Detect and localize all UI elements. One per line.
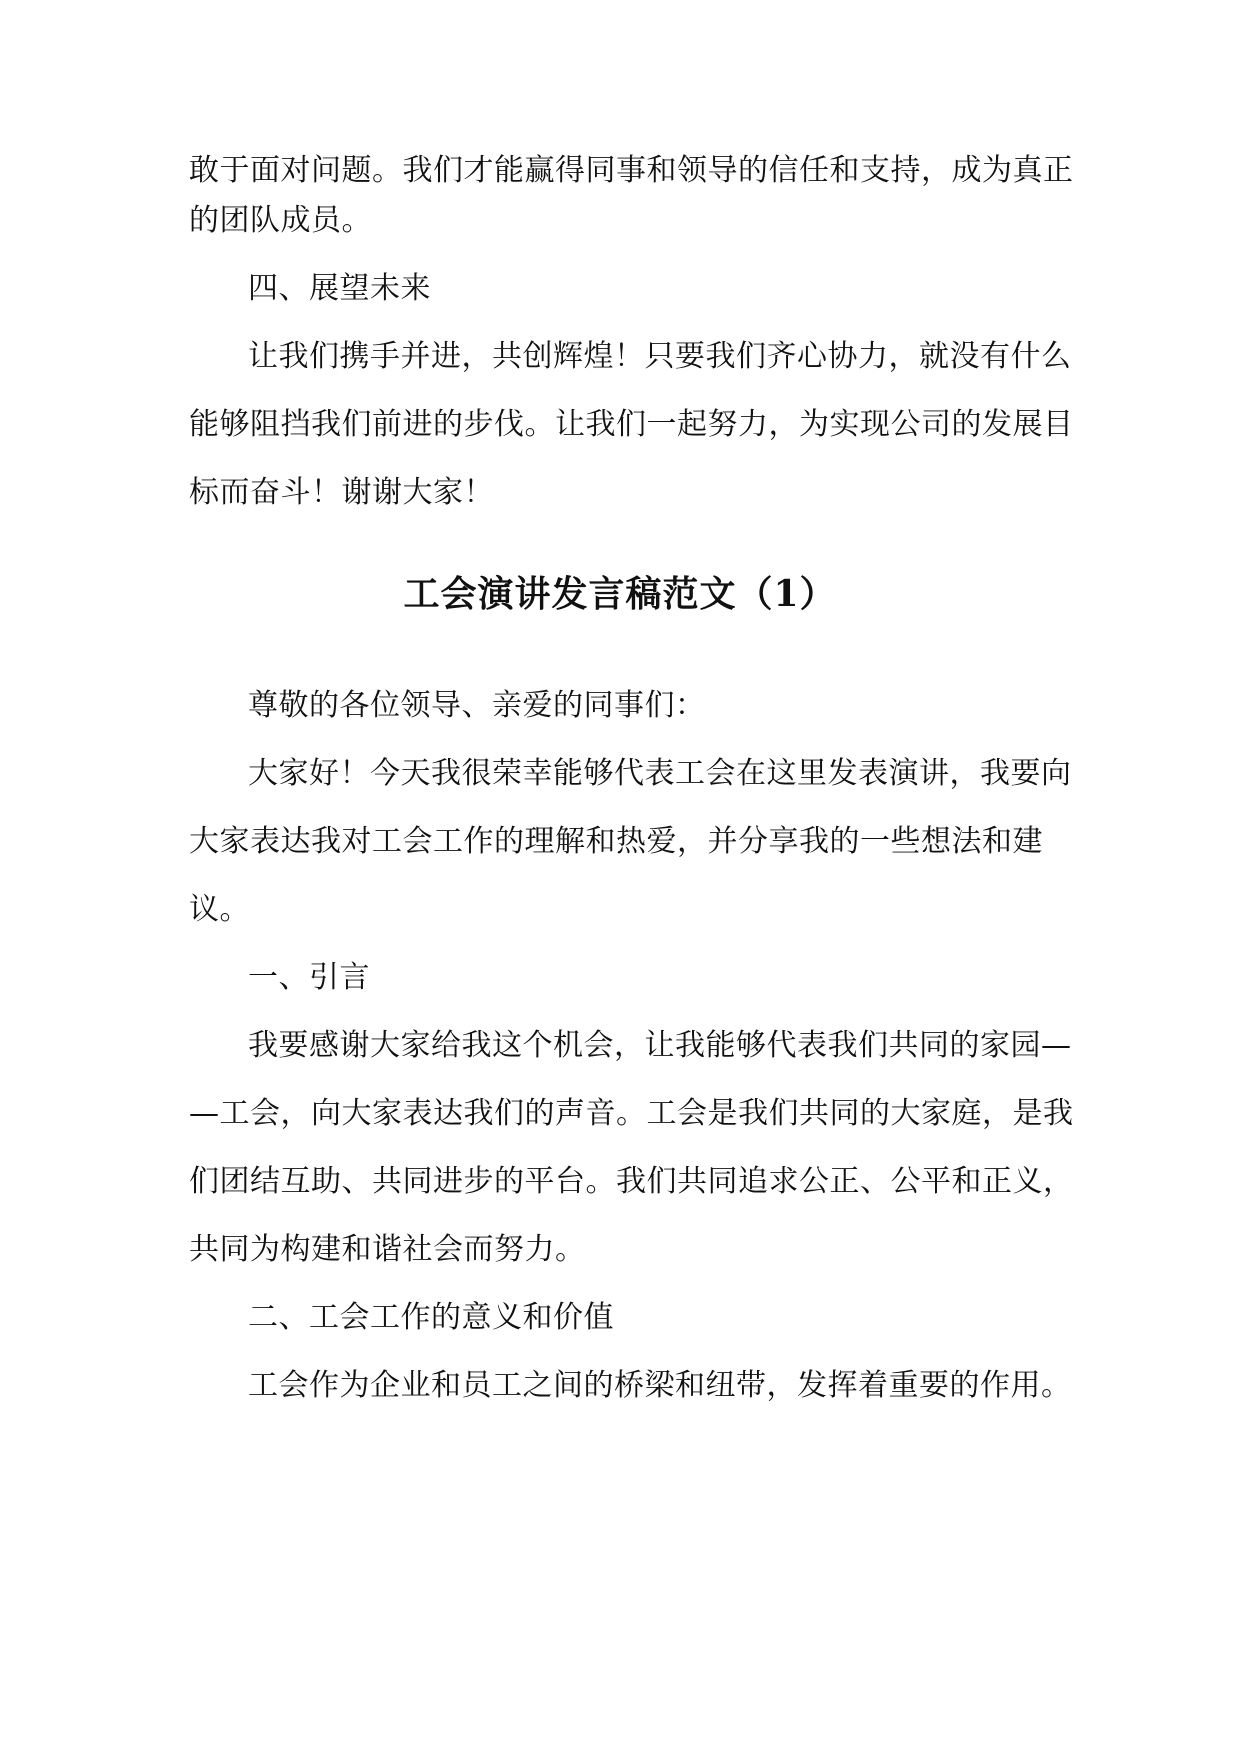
paragraph-line: 我要感谢大家给我这个机会，让我能够代表我们共同的家园— xyxy=(248,1028,1072,1063)
paragraph-line: 工会作为企业和员工之间的桥梁和纽带，发挥着重要的作用。 xyxy=(248,1368,1072,1403)
paragraph-line: 让我们携手并进，共创辉煌！只要我们齐心协力，就没有什么 xyxy=(248,339,1072,374)
paragraph-line: 大家表达我对工会工作的理解和热爱，并分享我的一些想法和建 xyxy=(189,824,1043,859)
paragraph-line: 标而奋斗！谢谢大家！ xyxy=(189,475,494,510)
paragraph-line: 共同为构建和谐社会而努力。 xyxy=(189,1232,586,1267)
section-heading: 四、展望未来 xyxy=(248,271,431,306)
paragraph-line: 大家好！今天我很荣幸能够代表工会在这里发表演讲，我要向 xyxy=(248,756,1072,791)
paragraph-line: 们团结互助、共同进步的平台。我们共同追求公正、公平和正义， xyxy=(189,1164,1074,1199)
paragraph-line: 能够阻挡我们前进的步伐。让我们一起努力，为实现公司的发展目 xyxy=(189,407,1074,442)
paragraph-line: 的团队成员。 xyxy=(189,203,372,238)
salutation: 尊敬的各位领导、亲爱的同事们： xyxy=(248,688,706,723)
paragraph-line: 议。 xyxy=(189,892,250,927)
document-title: 工会演讲发言稿范文（1） xyxy=(403,573,837,615)
section-heading: 一、引言 xyxy=(248,960,370,995)
paragraph-line: 敢于面对问题。我们才能赢得同事和领导的信任和支持，成为真正 xyxy=(189,153,1074,188)
paragraph-line: —工会，向大家表达我们的声音。工会是我们共同的大家庭，是我 xyxy=(189,1096,1074,1131)
section-heading: 二、工会工作的意义和价值 xyxy=(248,1300,614,1335)
